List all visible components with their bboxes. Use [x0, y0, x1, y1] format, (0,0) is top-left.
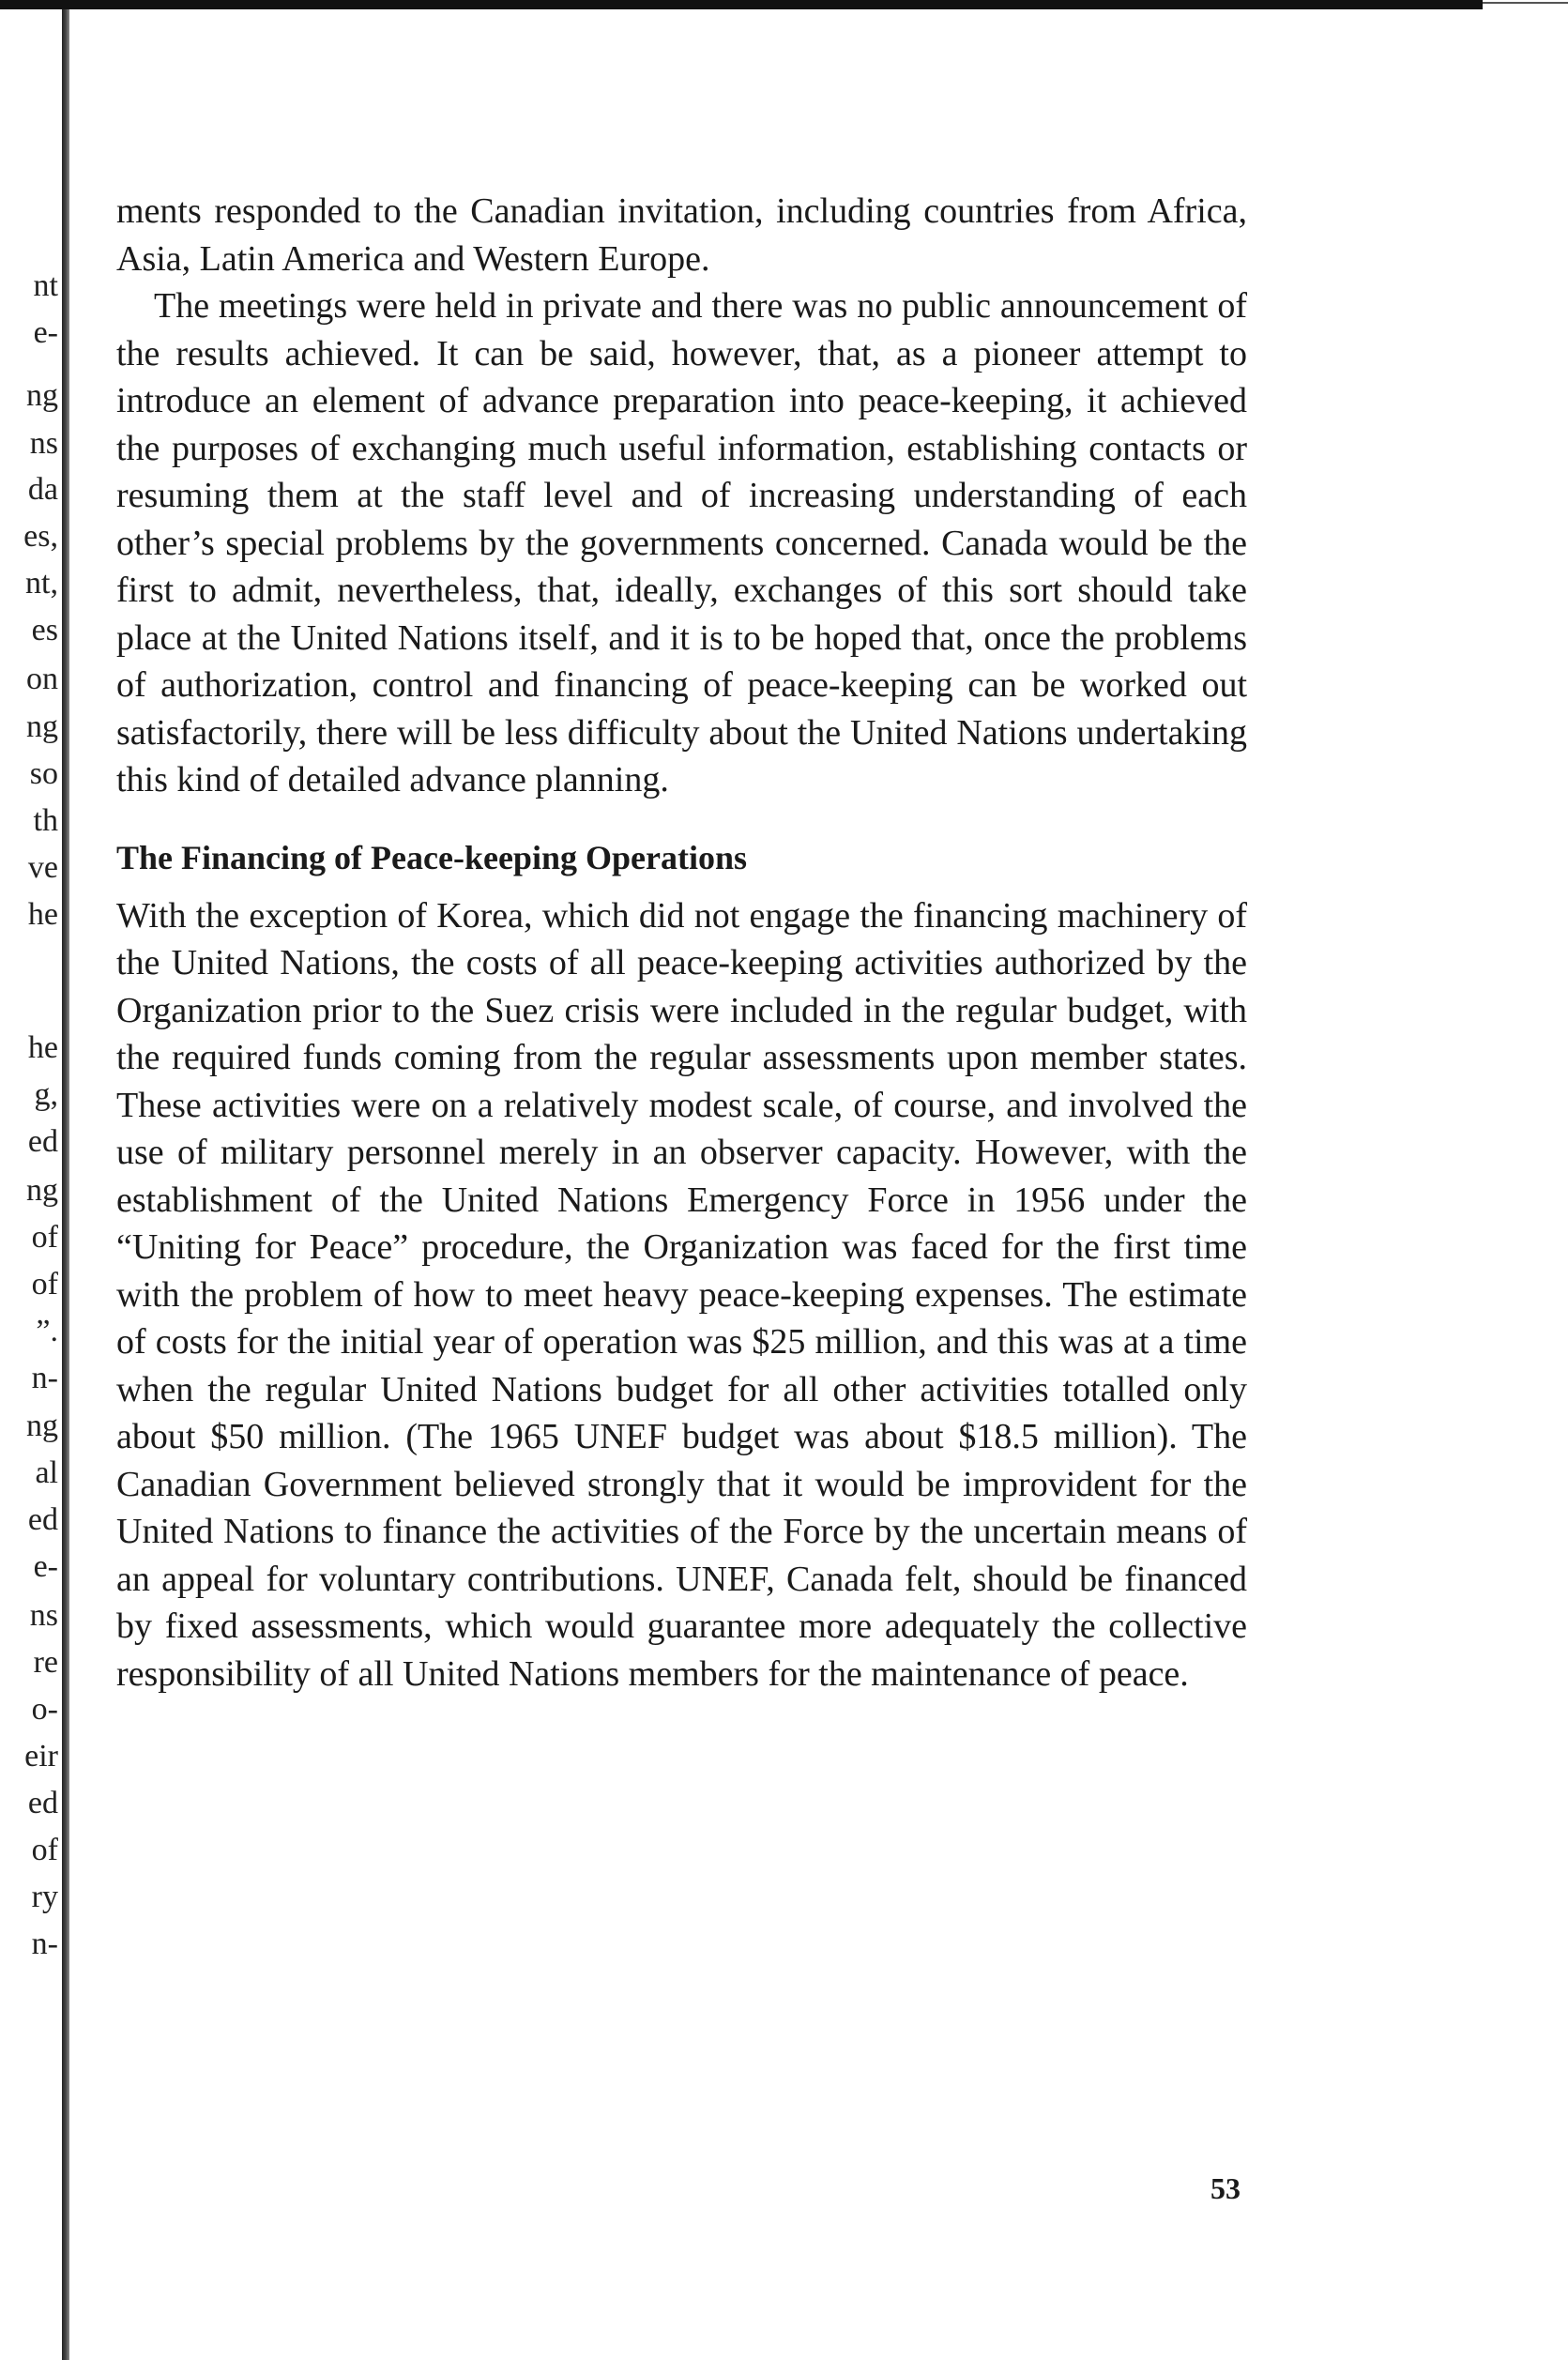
gutter-fragment: e- — [33, 317, 58, 349]
gutter-fragment: ve — [27, 852, 58, 884]
page-number: 53 — [1210, 2171, 1241, 2205]
gutter-fragment: on — [26, 663, 58, 695]
gutter-fragment: ns — [29, 428, 58, 460]
gutter-fragment: ”. — [36, 1316, 58, 1347]
gutter-fragment: ed — [27, 1788, 58, 1819]
gutter-fragment: ed — [27, 1504, 58, 1536]
gutter-fragment: he — [27, 899, 58, 931]
paragraph-financing: With the exception of Korea, which did not engage the financing machinery of the United Nations, the costs of all peace-keeping activities authorized by the Organization prior to the Suez crisis were included in the regular budget, with the required funds coming from the regular assessments upon member states. These activities were on a relatively modest scale, of course, and involved the use of military personnel merely in an observer capacity. However, with the establishment of the United Nations Emergency Force in 1956 under the “Uniting for Peace” procedure, the Organization was faced for the first time with the problem of how to meet heavy peace-keeping expenses. The estimate of costs for the initial year of operation was $25 million, and this was at a time when the regular United Nations budget for all other activities totalled only about $50 million. (The 1965 UNEF budget was about $18.5 million). The Canadian Government believed strongly that it would be improvident for the United Nations to finance the activities of the Force by the uncertain means of an appeal for voluntary contributions. UNEF, Canada felt, should be financed by fixed assessments, which would guarantee more adequately the collective responsibility of all United Nations members for the maintenance of peace. — [116, 895, 1247, 1694]
gutter-fragment: of — [31, 1835, 58, 1866]
gutter-fragment: ed — [27, 1126, 58, 1158]
gutter-fragment: he — [27, 1032, 58, 1064]
gutter-fragment: ry — [31, 1881, 58, 1913]
gutter-fragment: es — [31, 615, 58, 647]
gutter-fragment: e- — [33, 1551, 58, 1583]
gutter-fragment: ns — [29, 1600, 58, 1632]
gutter-fragment: of — [31, 1269, 58, 1301]
top-border-rule-thin — [1483, 2, 1568, 4]
gutter-fragment: da — [27, 474, 58, 506]
gutter-fragment: so — [29, 758, 58, 790]
gutter-fragment: re — [33, 1647, 58, 1679]
page-gutter-shadow — [62, 9, 69, 2360]
gutter-fragment: nt, — [25, 568, 58, 600]
top-border-rule — [0, 0, 1483, 9]
gutter-fragment: es, — [23, 521, 58, 553]
gutter-fragment: nt — [33, 270, 58, 302]
gutter-fragment: ng — [26, 1175, 58, 1207]
gutter-fragment: of — [31, 1222, 58, 1254]
gutter-fragment: ng — [26, 1410, 58, 1442]
gutter-fragment: eir — [24, 1741, 58, 1773]
gutter-fragment: o- — [31, 1694, 58, 1726]
gutter-fragment: n- — [31, 1363, 58, 1394]
section-heading: The Financing of Peace-keeping Operations — [116, 838, 747, 876]
gutter-fragment: al — [35, 1457, 58, 1489]
gutter-fragment: th — [33, 805, 58, 837]
gutter-fragment: ng — [26, 380, 58, 412]
gutter-fragment: ng — [26, 711, 58, 743]
paragraph-meetings: The meetings were held in private and there was no public announcement of the results achieved. It can be said, however, that, as a pioneer attempt to introduce an element of advance preparation into peace-keeping, it achieved the purposes of exchanging much useful information, establishing contacts or resuming them at the staff level and of increasing understanding of each other’s special problems by the governments concerned. Canada would be the first to admit, nevertheless, that, ideally, exchanges of this sort should take place at the United Nations itself, and it is to be hoped that, once the problems of authorization, control and financing of peace-keeping can be worked out satisfactorily, there will be less difficulty about the United Nations undertaking this kind of detailed advance planning. — [116, 286, 1247, 799]
gutter-fragment: g, — [34, 1079, 58, 1111]
gutter-fragment: n- — [31, 1928, 58, 1960]
page-body — [116, 188, 1247, 1698]
paragraph-continuation: ments responded to the Canadian invitation, including countries from Africa, Asia, Latin America and Western Europe. — [116, 191, 1247, 279]
